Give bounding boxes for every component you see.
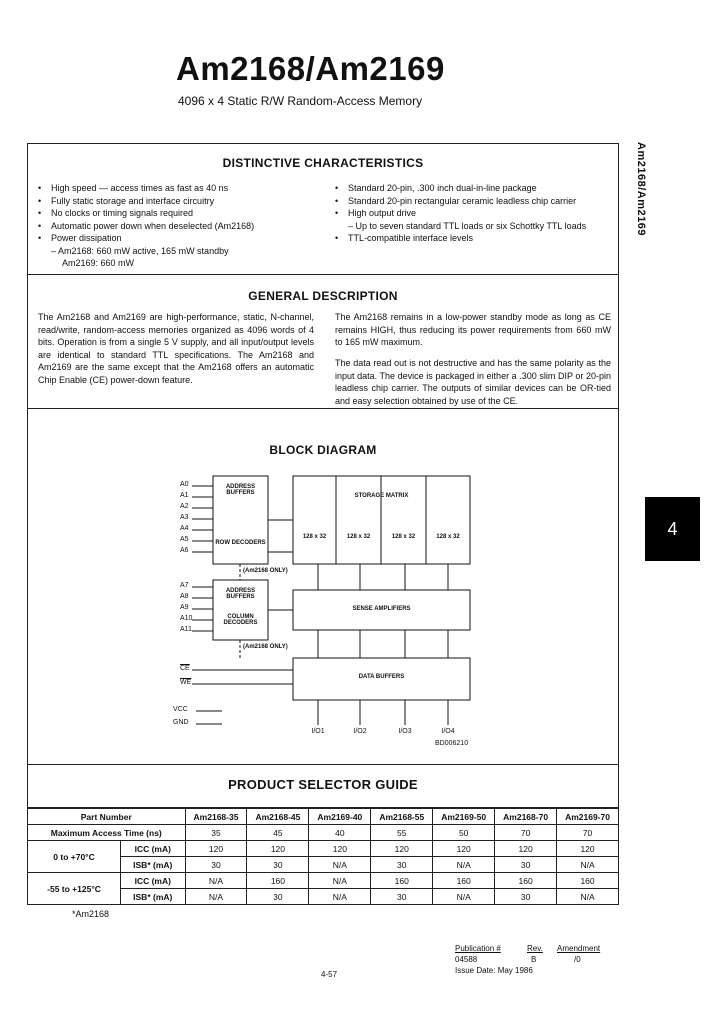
address-pin: A4 — [180, 525, 189, 532]
general-right-paragraph-2: The data read out is not destructive and has the same polarity as the input data. The device is packaged in either a .300 slim DIP or 20-pin leadless chip carrier. The outputs of similar devices can be OR-tied and easy selection obtained by use of the CE. — [335, 358, 611, 406]
value-cell: 30 — [495, 889, 557, 905]
isb-label: ISB* (mA) — [121, 857, 186, 873]
address-pin: A7 — [180, 582, 189, 589]
value-cell: N/A — [557, 889, 619, 905]
part-cell: Am2168-55 — [371, 809, 433, 825]
gnd-pin: GND — [173, 719, 189, 726]
part-cell: Am2168-70 — [495, 809, 557, 825]
value-cell: 120 — [495, 841, 557, 857]
part-cell: Am2169-40 — [309, 809, 371, 825]
access-time-header: Maximum Access Time (ns) — [28, 825, 186, 841]
value-cell: 160 — [371, 873, 433, 889]
range-commercial: 0 to +70°C — [28, 841, 121, 873]
address-pin: A10 — [180, 615, 193, 622]
characteristic-text: Standard 20-pin, .300 inch dual-in-line package — [348, 183, 537, 193]
characteristic-text: High speed — access times as fast as 40 ns — [51, 183, 229, 193]
icc-label: ICC (mA) — [121, 873, 186, 889]
table-row — [28, 841, 619, 857]
address-buffers-label-2: ADDRESS BUFFERS — [225, 588, 256, 600]
table-row — [28, 809, 619, 825]
address-pin: A3 — [180, 514, 189, 521]
bullet-icon: • — [335, 195, 339, 206]
access-cell: 40 — [309, 825, 371, 841]
address-buffers-label-1: ADDRESS BUFFERS — [225, 484, 256, 496]
amendment-label: Amendment — [557, 944, 601, 953]
selector-table — [27, 808, 619, 905]
vcc-pin: VCC — [173, 706, 188, 713]
characteristic-text: Fully static storage and interface circuitry — [51, 195, 215, 206]
value-cell: 120 — [433, 841, 495, 857]
address-pin: A6 — [180, 547, 189, 554]
value-cell: N/A — [433, 857, 495, 873]
bullet-icon: • — [38, 195, 42, 206]
characteristics-title: DISTINCTIVE CHARACTERISTICS — [222, 156, 424, 170]
value-cell: N/A — [185, 889, 247, 905]
row-decoders-label: ROW DECODERS — [215, 540, 266, 546]
value-cell: 160 — [247, 873, 309, 889]
table-row — [28, 873, 619, 889]
value-cell: N/A — [185, 873, 247, 889]
revision-value: B — [531, 955, 537, 964]
bullet-icon: • — [335, 208, 339, 218]
matrix-cell-2: 128 x 32 — [346, 534, 371, 540]
address-pin: A9 — [180, 604, 189, 611]
side-label: Am2168/Am2169 — [635, 142, 647, 236]
data-buffers-label: DATA BUFFERS — [358, 674, 405, 680]
part-number-header: Part Number — [28, 809, 186, 825]
io2-pin: I/O2 — [353, 728, 367, 735]
ce-pin: $\overline{CE}$ — [180, 665, 190, 672]
value-cell: 160 — [433, 873, 495, 889]
we-pin: $\overline{WE}$ — [180, 679, 192, 686]
page-number: 4-57 — [321, 970, 338, 979]
revision-label: Rev. — [527, 944, 543, 953]
value-cell: 120 — [247, 841, 309, 857]
address-pin: A8 — [180, 593, 189, 600]
diagram-code: BD006210 — [435, 740, 469, 747]
part-cell: Am2169-70 — [557, 809, 619, 825]
value-cell: 120 — [309, 841, 371, 857]
value-cell: 30 — [247, 889, 309, 905]
value-cell: N/A — [309, 889, 371, 905]
bullet-icon: • — [335, 233, 339, 243]
amendment-value: /0 — [574, 955, 581, 964]
io4-pin: I/O4 — [441, 728, 455, 735]
value-cell: 30 — [495, 857, 557, 873]
value-cell: 30 — [185, 857, 247, 873]
page-title: Am2168/Am2169 — [176, 50, 445, 87]
value-cell: 120 — [557, 841, 619, 857]
bullet-icon: • — [38, 220, 42, 231]
issue-date: Issue Date: May 1986 — [455, 966, 533, 975]
part-cell: Am2168-35 — [185, 809, 247, 825]
bullet-icon: • — [38, 183, 42, 193]
matrix-cell-4: 128 x 32 — [436, 534, 460, 540]
storage-matrix-label: STORAGE MATRIX — [354, 493, 409, 499]
value-cell: 30 — [371, 889, 433, 905]
access-cell: 45 — [247, 825, 309, 841]
page-subtitle: 4096 x 4 Static R/W Random-Access Memory — [178, 94, 423, 108]
access-cell: 70 — [557, 825, 619, 841]
table-row — [28, 825, 619, 841]
general-left-paragraph: The Am2168 and Am2169 are high-performance, static, N-channel, read/write, random-access memories organized as 4096 words of 4 bits. Operation is from a single 5 V supply, and all input/output levels are identical to standard TTL specifications. The Am2168 and Am2169 are the same except that the Am2168 offers an automatic Chip Enable (CE) power-down feature. — [38, 312, 314, 385]
characteristic-text: Power dissipation — [51, 233, 122, 243]
value-cell: 120 — [185, 841, 247, 857]
bullet-icon: • — [335, 183, 339, 193]
access-cell: 35 — [185, 825, 247, 841]
general-right-paragraph-1: The Am2168 remains in a low-power standby mode as long as CE remains HIGH, thus reducing its power requirements from 660 mW to 165 mW maximum. — [335, 312, 611, 347]
access-cell: 55 — [371, 825, 433, 841]
block-diagram-title: BLOCK DIAGRAM — [269, 443, 377, 457]
matrix-cell-3: 128 x 32 — [391, 534, 416, 540]
column-decoders-label: COLUMN DECODERS — [223, 614, 258, 626]
publication-label: Publication # — [455, 944, 501, 953]
characteristic-text: Standard 20-pin rectangular ceramic leadless chip carrier — [348, 195, 577, 206]
characteristic-text: High output drive — [348, 208, 417, 218]
value-cell: 30 — [247, 857, 309, 873]
value-cell: 120 — [371, 841, 433, 857]
sense-amplifiers-label: SENSE AMPLIFIERS — [352, 606, 411, 612]
selector-section — [27, 765, 619, 808]
footnote: *Am2168 — [72, 909, 110, 919]
general-description-title: GENERAL DESCRIPTION — [248, 289, 398, 303]
bullet-icon: • — [38, 208, 42, 218]
range-military: -55 to +125°C — [28, 873, 121, 905]
value-cell: N/A — [309, 857, 371, 873]
characteristic-text: Automatic power down when deselected (Am2168) — [51, 220, 255, 231]
icc-label: ICC (mA) — [121, 841, 186, 857]
address-pin: A1 — [180, 492, 189, 499]
value-cell: N/A — [557, 857, 619, 873]
access-cell: 50 — [433, 825, 495, 841]
am2168-only-note-2: (Am2168 ONLY) — [243, 644, 288, 650]
selector-title: PRODUCT SELECTOR GUIDE — [228, 777, 418, 792]
matrix-cell-1: 128 x 32 — [302, 534, 327, 540]
access-cell: 70 — [495, 825, 557, 841]
value-cell: N/A — [433, 889, 495, 905]
value-cell: 30 — [371, 857, 433, 873]
address-pin: A2 — [180, 503, 189, 510]
am2168-only-note-1: (Am2168 ONLY) — [243, 568, 288, 574]
address-pin: A5 — [180, 536, 189, 543]
characteristic-text: Am2169: 660 mW — [62, 258, 135, 268]
bullet-icon: • — [38, 233, 42, 243]
characteristic-text: – Up to seven standard TTL loads or six Schottky TTL loads — [348, 220, 587, 231]
characteristic-text: – Am2168: 660 mW active, 165 mW standby — [51, 245, 229, 256]
value-cell: 160 — [557, 873, 619, 889]
isb-label: ISB* (mA) — [121, 889, 186, 905]
characteristic-text: No clocks or timing signals required — [51, 208, 194, 218]
value-cell: 160 — [495, 873, 557, 889]
io1-pin: I/O1 — [311, 728, 325, 735]
part-cell: Am2168-45 — [247, 809, 309, 825]
characteristic-text: TTL-compatible interface levels — [348, 233, 474, 243]
value-cell: N/A — [309, 873, 371, 889]
address-pin: A0 — [180, 481, 189, 488]
address-pin: A11 — [180, 626, 192, 633]
section-tab: 4 — [645, 497, 700, 561]
publication-number: 04588 — [455, 955, 478, 964]
io3-pin: I/O3 — [398, 728, 412, 735]
part-cell: Am2169-50 — [433, 809, 495, 825]
